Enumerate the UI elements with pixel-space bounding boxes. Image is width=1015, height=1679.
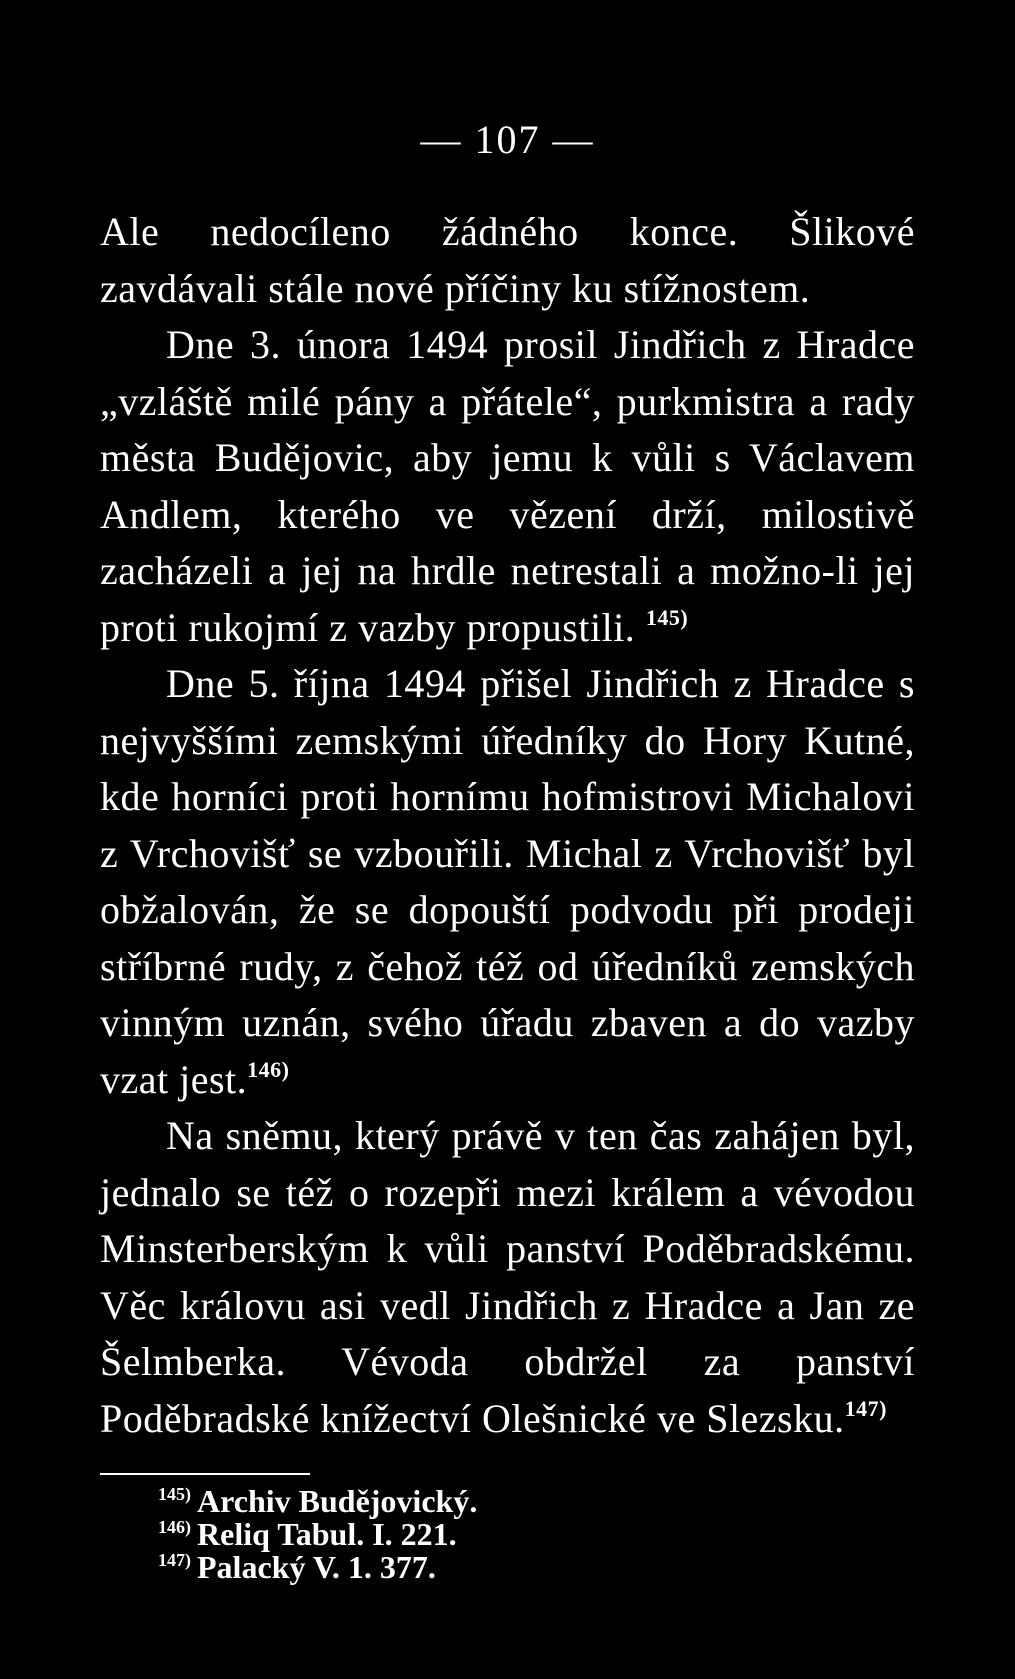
footnote-reference: 145) — [645, 604, 689, 630]
footnote-reference: 147) — [844, 1395, 887, 1421]
paragraph-3 — [100, 656, 915, 1108]
footnote-divider — [100, 1473, 310, 1475]
paragraph-text: Ale nedocíleno žádného konce. Šlikové zavdávali stále nové příčiny ku stížnostem. — [100, 209, 915, 311]
footnote-number: 146) — [158, 1517, 191, 1537]
paragraph-2 — [100, 317, 915, 656]
footnote-145 — [158, 1485, 477, 1518]
body-text — [100, 204, 915, 1447]
footnote-147 — [158, 1551, 477, 1584]
footnote-reference: 146) — [247, 1056, 290, 1082]
footnote-146 — [158, 1518, 477, 1551]
paragraph-text: Dne 3. února 1494 prosil Jindřich z Hradce „vzláště milé pány a přátele“, purkmistra a rady města Budějovic, aby jemu k vůli s Václavem Andlem, kterého ve vězení drží, milostivě zacházeli a jej na hrdle netrestali a možno-li jej proti rukojmí z vazby propustili. — [100, 322, 915, 650]
paragraph-4 — [100, 1108, 915, 1447]
footnote-number: 145) — [158, 1484, 191, 1504]
footnote-number: 147) — [158, 1550, 191, 1570]
footnotes — [158, 1485, 477, 1584]
footnote-text: Palacký V. 1. 377. — [197, 1549, 436, 1585]
paragraph-text: Na sněmu, který právě v ten čas zahájen byl, jednalo se též o rozepři mezi králem a vévodou Minsterberským k vůli panství Poděbradskému. Věc královu asi vedl Jindřich z Hradce a Jan ze Šelmberka. Vévoda obdržel za panství Poděbradské knížectví Olešnické ve Slezsku. — [100, 1113, 915, 1441]
paragraph-1 — [100, 204, 915, 317]
page-number: — 107 — — [420, 117, 595, 162]
paragraph-text: Dne 5. října 1494 přišel Jindřich z Hradce s nejvyššími zemskými úředníky do Hory Kutné, kde horníci proti hornímu hofmistrovi Michalovi z Vrchovišť se vzbouřili. Michal z Vrchovišť byl obžalován, že se dopouští podvodu při prodeji stříbrné rudy, z čehož též od úředníků zemských vinným uznán, svého úřadu zbaven a do vazby vzat jest. — [100, 661, 915, 1102]
footnote-text: Archiv Budějovický. — [197, 1483, 478, 1519]
footnote-text: Reliq Tabul. I. 221. — [197, 1516, 457, 1552]
